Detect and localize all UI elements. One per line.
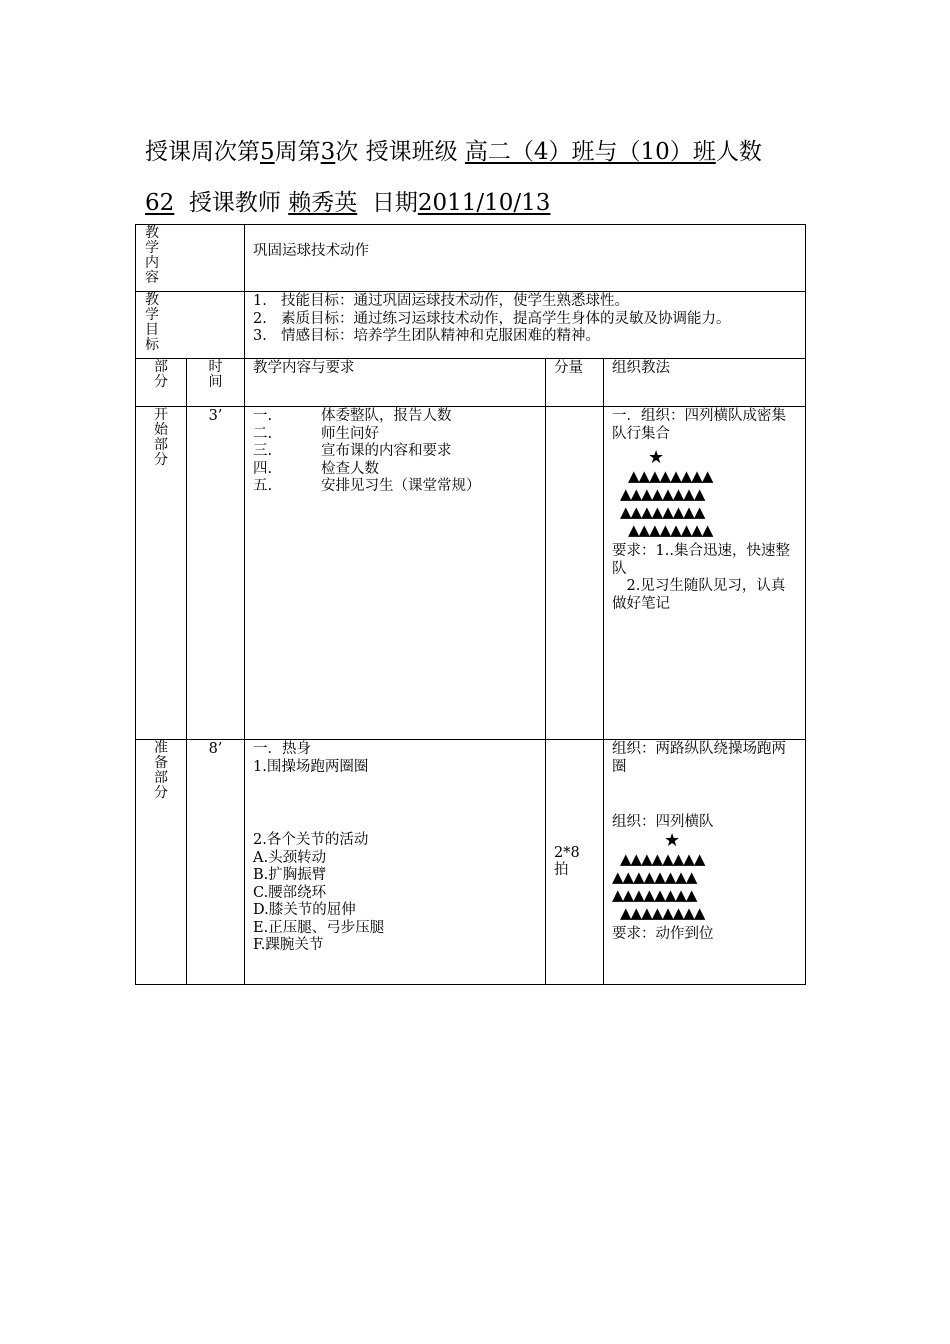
start-method-req2: 2.见习生随队见习，认真做好笔记	[612, 578, 786, 612]
student-triangle-icon: ▲	[622, 885, 634, 904]
student-triangle-icon: ▲	[662, 503, 673, 521]
start-amount	[546, 407, 604, 740]
student-triangle-icon: ▲	[641, 503, 652, 521]
student-triangle-icon: ▲	[672, 903, 684, 922]
content-label-text: 教学内容	[145, 225, 159, 286]
head-part-text: 部分	[154, 359, 168, 390]
start-item-number: 三.	[253, 443, 273, 459]
content-label	[136, 225, 245, 292]
warmup-title: 一．热身	[253, 741, 311, 757]
warmup-run: 1.围操场跑两圈圈	[253, 758, 369, 775]
start-section-row	[136, 407, 806, 740]
student-triangle-icon: ▲	[670, 521, 681, 539]
joint-item: D.膝关节的屈伸	[253, 902, 356, 918]
student-triangle-icon: ▲	[691, 521, 702, 539]
header-line-1	[145, 133, 762, 166]
header-1-seg-6: 人数	[715, 139, 762, 165]
student-triangle-icon: ▲	[633, 885, 644, 904]
student-triangle-icon: ▲	[662, 903, 673, 922]
student-triangle-icon: ▲	[638, 467, 650, 485]
start-method	[604, 407, 806, 740]
student-triangle-icon: ▲	[693, 903, 705, 922]
goals-label-text: 教学目标	[145, 292, 159, 353]
warmup-part	[136, 740, 187, 985]
student-triangle-icon: ▲	[662, 485, 673, 503]
start-part-text: 开始部分	[154, 407, 168, 468]
student-triangle-icon: ▲	[685, 885, 697, 904]
student-triangle-icon: ▲	[675, 867, 686, 886]
student-triangle-icon: ▲	[693, 485, 705, 503]
teacher-star-icon: ★	[648, 447, 665, 468]
student-triangle-icon: ▲	[693, 849, 705, 868]
student-triangle-icon: ▲	[659, 467, 671, 485]
start-item-text: 宣布课的内容和要求	[321, 443, 452, 459]
student-triangle-icon: ▲	[651, 485, 663, 503]
goals-list	[253, 293, 797, 346]
student-triangle-icon: ▲	[651, 849, 663, 868]
student-row	[620, 485, 797, 503]
goal-item-number: 2.	[253, 310, 267, 327]
student-triangle-icon: ▲	[680, 467, 692, 485]
lesson-plan-table	[135, 224, 806, 985]
student-triangle-icon: ▲	[649, 467, 660, 485]
warmup-method-req: 要求：动作到位	[612, 925, 714, 942]
student-triangle-icon: ▲	[654, 885, 665, 904]
header-1-seg-1: 5	[260, 139, 275, 165]
start-content	[245, 407, 546, 740]
head-method: 组织教法	[604, 359, 806, 407]
header-2-seg-2: 赖秀英	[288, 190, 358, 216]
student-triangle-icon: ▲	[672, 849, 684, 868]
student-triangle-icon: ▲	[651, 503, 663, 521]
student-triangle-icon: ▲	[651, 903, 663, 922]
start-time: 3’	[187, 407, 245, 740]
content-row	[136, 225, 806, 292]
warmup-amount	[546, 740, 604, 985]
student-triangle-icon: ▲	[691, 467, 702, 485]
start-item-text: 体委整队，报告人数	[321, 408, 452, 424]
student-triangle-icon: ▲	[630, 849, 642, 868]
start-method-req1: 要求：1..集合迅速，快速整队	[612, 543, 790, 577]
student-triangle-icon: ▲	[643, 867, 655, 886]
start-item	[253, 426, 537, 444]
student-triangle-icon: ▲	[693, 503, 705, 521]
goals-cell	[245, 292, 806, 359]
student-triangle-icon: ▲	[683, 903, 694, 922]
goal-item	[253, 293, 797, 311]
student-triangle-icon: ▲	[670, 467, 681, 485]
student-triangle-icon: ▲	[654, 867, 665, 886]
student-row	[612, 886, 797, 904]
student-triangle-icon: ▲	[662, 849, 673, 868]
head-part	[136, 359, 187, 407]
warmup-part-text: 准备部分	[154, 740, 168, 801]
student-triangle-icon: ▲	[685, 867, 697, 886]
student-triangle-icon: ▲	[612, 885, 623, 904]
student-triangle-icon: ▲	[672, 503, 684, 521]
goals-row	[136, 292, 806, 359]
student-triangle-icon: ▲	[641, 903, 652, 922]
header-2-seg-3: 日期	[357, 190, 418, 216]
header-1-seg-2: 周第	[274, 139, 321, 165]
goal-item-text: 技能目标：通过巩固运球技术动作，使学生熟悉球性。	[281, 293, 629, 309]
header-line-2	[145, 184, 550, 217]
head-amount: 分量	[546, 359, 604, 407]
goals-label	[136, 292, 245, 359]
student-triangle-icon: ▲	[701, 467, 713, 485]
goal-item	[253, 328, 797, 346]
student-triangle-icon: ▲	[683, 849, 694, 868]
student-triangle-icon: ▲	[620, 503, 631, 521]
student-triangle-icon: ▲	[622, 867, 634, 886]
start-item-number: 二.	[253, 425, 273, 442]
student-row	[612, 868, 797, 886]
start-item-text: 安排见习生（课堂常规）	[321, 478, 481, 494]
start-item	[253, 478, 537, 496]
header-2-seg-4: 2011/10/13	[417, 190, 551, 216]
header-1-seg-5: 高二（4）班与（10）班	[464, 139, 716, 165]
warmup-section-row	[136, 740, 806, 985]
start-item-text: 师生问好	[321, 425, 379, 442]
student-triangle-icon: ▲	[701, 521, 713, 539]
goal-item-number: 1.	[253, 293, 267, 309]
start-item	[253, 461, 537, 479]
start-item-number: 四.	[253, 460, 273, 477]
student-triangle-icon: ▲	[659, 521, 671, 539]
student-row	[612, 904, 797, 922]
student-triangle-icon: ▲	[630, 485, 642, 503]
formation-diagram-1	[612, 449, 797, 539]
student-triangle-icon: ▲	[672, 485, 684, 503]
head-content: 教学内容与要求	[245, 359, 546, 407]
warmup-method-1: 组织：两路纵队绕操场跑两圈	[612, 741, 786, 775]
student-triangle-icon: ▲	[664, 885, 676, 904]
student-triangle-icon: ▲	[620, 903, 631, 922]
warmup-joints-title: 2.各个关节的活动	[253, 832, 369, 848]
student-triangle-icon: ▲	[612, 867, 623, 886]
goal-item-number: 3.	[253, 328, 267, 344]
student-triangle-icon: ▲	[664, 867, 676, 886]
head-time	[187, 359, 245, 407]
start-item-text: 检查人数	[321, 460, 379, 477]
start-item-number: 一.	[253, 408, 273, 424]
joint-item: A.头颈转动	[253, 849, 327, 866]
goal-item-text: 素质目标：通过练习运球技术动作，提高学生身体的灵敏及协调能力。	[281, 310, 731, 327]
goal-item	[253, 311, 797, 329]
joint-item: F.踝腕关节	[253, 937, 324, 953]
student-triangle-icon: ▲	[633, 867, 644, 886]
start-part	[136, 407, 187, 740]
column-header-row	[136, 359, 806, 407]
formation-diagram-2	[612, 829, 797, 922]
student-triangle-icon: ▲	[638, 521, 650, 539]
student-triangle-icon: ▲	[630, 903, 642, 922]
student-triangle-icon: ▲	[675, 885, 686, 904]
student-row	[620, 503, 797, 521]
header-1-seg-4: 次 授课班级	[335, 139, 465, 165]
header-2-seg-1: 授课教师	[174, 190, 289, 216]
warmup-content	[245, 740, 546, 985]
student-triangle-icon: ▲	[683, 503, 694, 521]
content-text: 巩固运球技术动作	[245, 225, 806, 292]
start-item	[253, 443, 537, 461]
joint-item: E.正压腿、弓步压腿	[253, 919, 385, 936]
student-row	[612, 850, 797, 868]
header-2-seg-0: 62	[145, 190, 175, 216]
student-triangle-icon: ▲	[620, 849, 631, 868]
student-triangle-icon: ▲	[683, 485, 694, 503]
start-item	[253, 408, 537, 426]
joint-item: B.扩胸振臂	[253, 867, 327, 883]
warmup-method-2: 组织：四列横队	[612, 814, 714, 830]
joint-list	[253, 850, 537, 955]
warmup-method	[604, 740, 806, 985]
teacher-star-icon: ★	[664, 829, 681, 851]
header-1-seg-3: 3	[320, 139, 336, 165]
student-triangle-icon: ▲	[641, 849, 652, 868]
student-triangle-icon: ▲	[641, 485, 652, 503]
joint-item: C.腰部绕环	[253, 884, 327, 901]
header-1-seg-0: 授课周次第	[145, 139, 260, 165]
start-method-org: 一．组织：四列横队成密集队行集合	[612, 408, 786, 442]
student-triangle-icon: ▲	[628, 521, 639, 539]
goal-item-text: 情感目标：培养学生团队精神和克服困难的精神。	[281, 328, 600, 344]
student-triangle-icon: ▲	[643, 885, 655, 904]
head-time-text: 时间	[208, 359, 223, 390]
warmup-time: 8’	[187, 740, 245, 985]
start-items-list	[253, 408, 537, 496]
student-triangle-icon: ▲	[680, 521, 692, 539]
student-triangle-icon: ▲	[630, 503, 642, 521]
student-row	[620, 521, 797, 539]
student-triangle-icon: ▲	[628, 467, 639, 485]
student-triangle-icon: ▲	[620, 485, 631, 503]
student-row	[620, 467, 797, 485]
student-triangle-icon: ▲	[649, 521, 660, 539]
warmup-amount-text: 2*8拍	[554, 844, 580, 878]
start-item-number: 五.	[253, 478, 273, 494]
